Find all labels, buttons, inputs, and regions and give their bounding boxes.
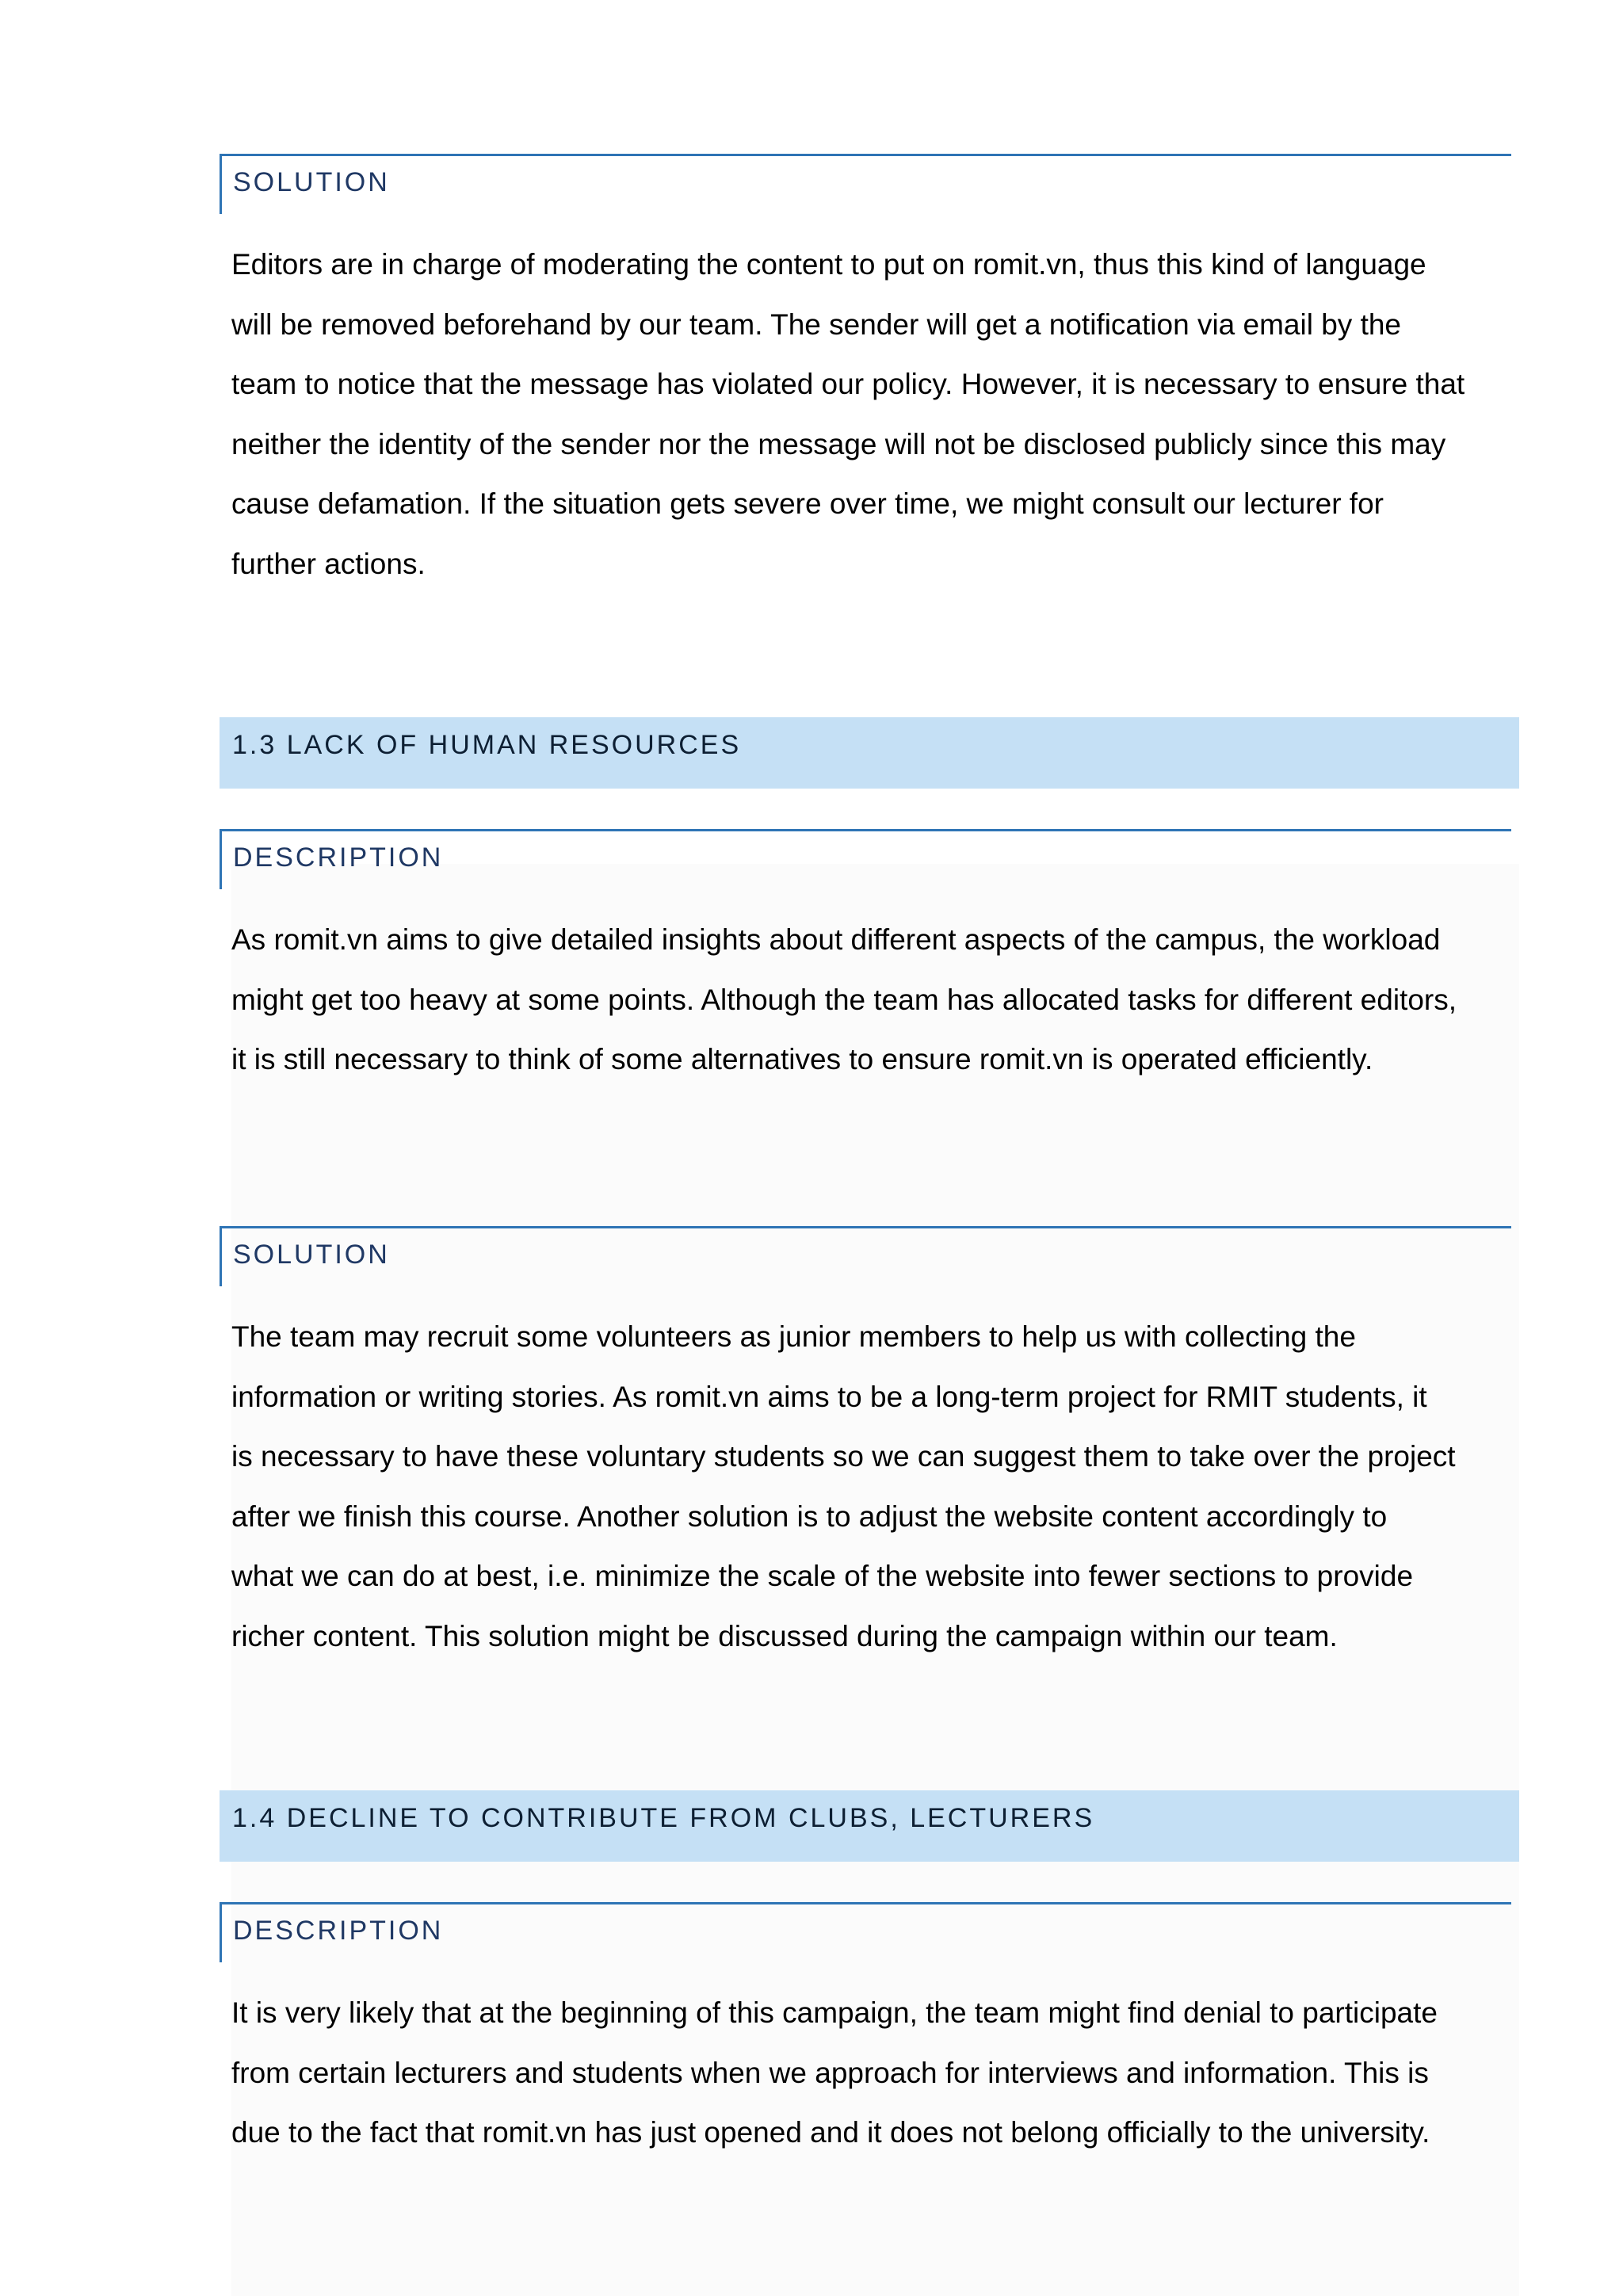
solution-heading-box <box>220 1226 1511 1286</box>
section-heading-1-4 <box>220 1790 1519 1862</box>
description-heading-box <box>220 829 1511 889</box>
paragraph-line: from certain lecturers and students when we approach for interviews and information. This is <box>231 2056 1429 2089</box>
section-title: 1.4 DECLINE TO CONTRIBUTE FROM CLUBS, LECTURERS <box>232 1803 1095 1833</box>
section-title: 1.3 LACK OF HUMAN RESOURCES <box>232 730 742 760</box>
paragraph-line: what we can do at best, i.e. minimize the scale of the website into fewer sections to provide <box>231 1560 1414 1592</box>
solution-paragraph <box>231 1307 1519 1666</box>
paragraph-line: neither the identity of the sender nor the message will not be disclosed publicly since this may <box>231 427 1446 460</box>
paragraph-line: will be removed beforehand by our team. The sender will get a notification via email by the <box>231 308 1402 341</box>
solution-heading: SOLUTION <box>233 167 390 197</box>
paragraph-line: cause defamation. If the situation gets severe over time, we might consult our lecturer for <box>231 487 1384 520</box>
section-heading-1-3 <box>220 717 1519 789</box>
paragraph-line: Editors are in charge of moderating the content to put on romit.vn, thus this kind of language <box>231 248 1426 281</box>
paragraph-line: further actions. <box>231 547 426 580</box>
paragraph-line: It is very likely that at the beginning of this campaign, the team might find denial to participate <box>231 1996 1438 2029</box>
solution-paragraph <box>231 235 1519 594</box>
solution-heading: SOLUTION <box>233 1240 390 1270</box>
description-heading: DESCRIPTION <box>233 1916 444 1946</box>
description-heading-box <box>220 1902 1511 1962</box>
paragraph-line: due to the fact that romit.vn has just opened and it does not belong officially to the university. <box>231 2116 1430 2149</box>
paragraph-line: information or writing stories. As romit.vn aims to be a long-term project for RMIT students, it <box>231 1380 1427 1413</box>
paragraph-line: after we finish this course. Another solution is to adjust the website content accordingly to <box>231 1499 1388 1533</box>
description-paragraph <box>231 910 1519 1090</box>
paragraph-line: richer content. This solution might be discussed during the campaign within our team. <box>231 1619 1338 1652</box>
description-heading: DESCRIPTION <box>233 842 444 873</box>
paragraph-line: might get too heavy at some points. Although the team has allocated tasks for different editors, <box>231 983 1457 1016</box>
paragraph-line: it is still necessary to think of some alternatives to ensure romit.vn is operated efficiently. <box>231 1043 1373 1075</box>
paragraph-line: The team may recruit some volunteers as junior members to help us with collecting the <box>231 1320 1356 1353</box>
paragraph-line: is necessary to have these voluntary students so we can suggest them to take over the project <box>231 1440 1456 1473</box>
paragraph-line: team to notice that the message has violated our policy. However, it is necessary to ensure that <box>231 368 1465 400</box>
paragraph-line: As romit.vn aims to give detailed insights about different aspects of the campus, the workload <box>231 923 1441 956</box>
solution-heading-box <box>220 154 1511 214</box>
description-paragraph <box>231 1983 1519 2163</box>
